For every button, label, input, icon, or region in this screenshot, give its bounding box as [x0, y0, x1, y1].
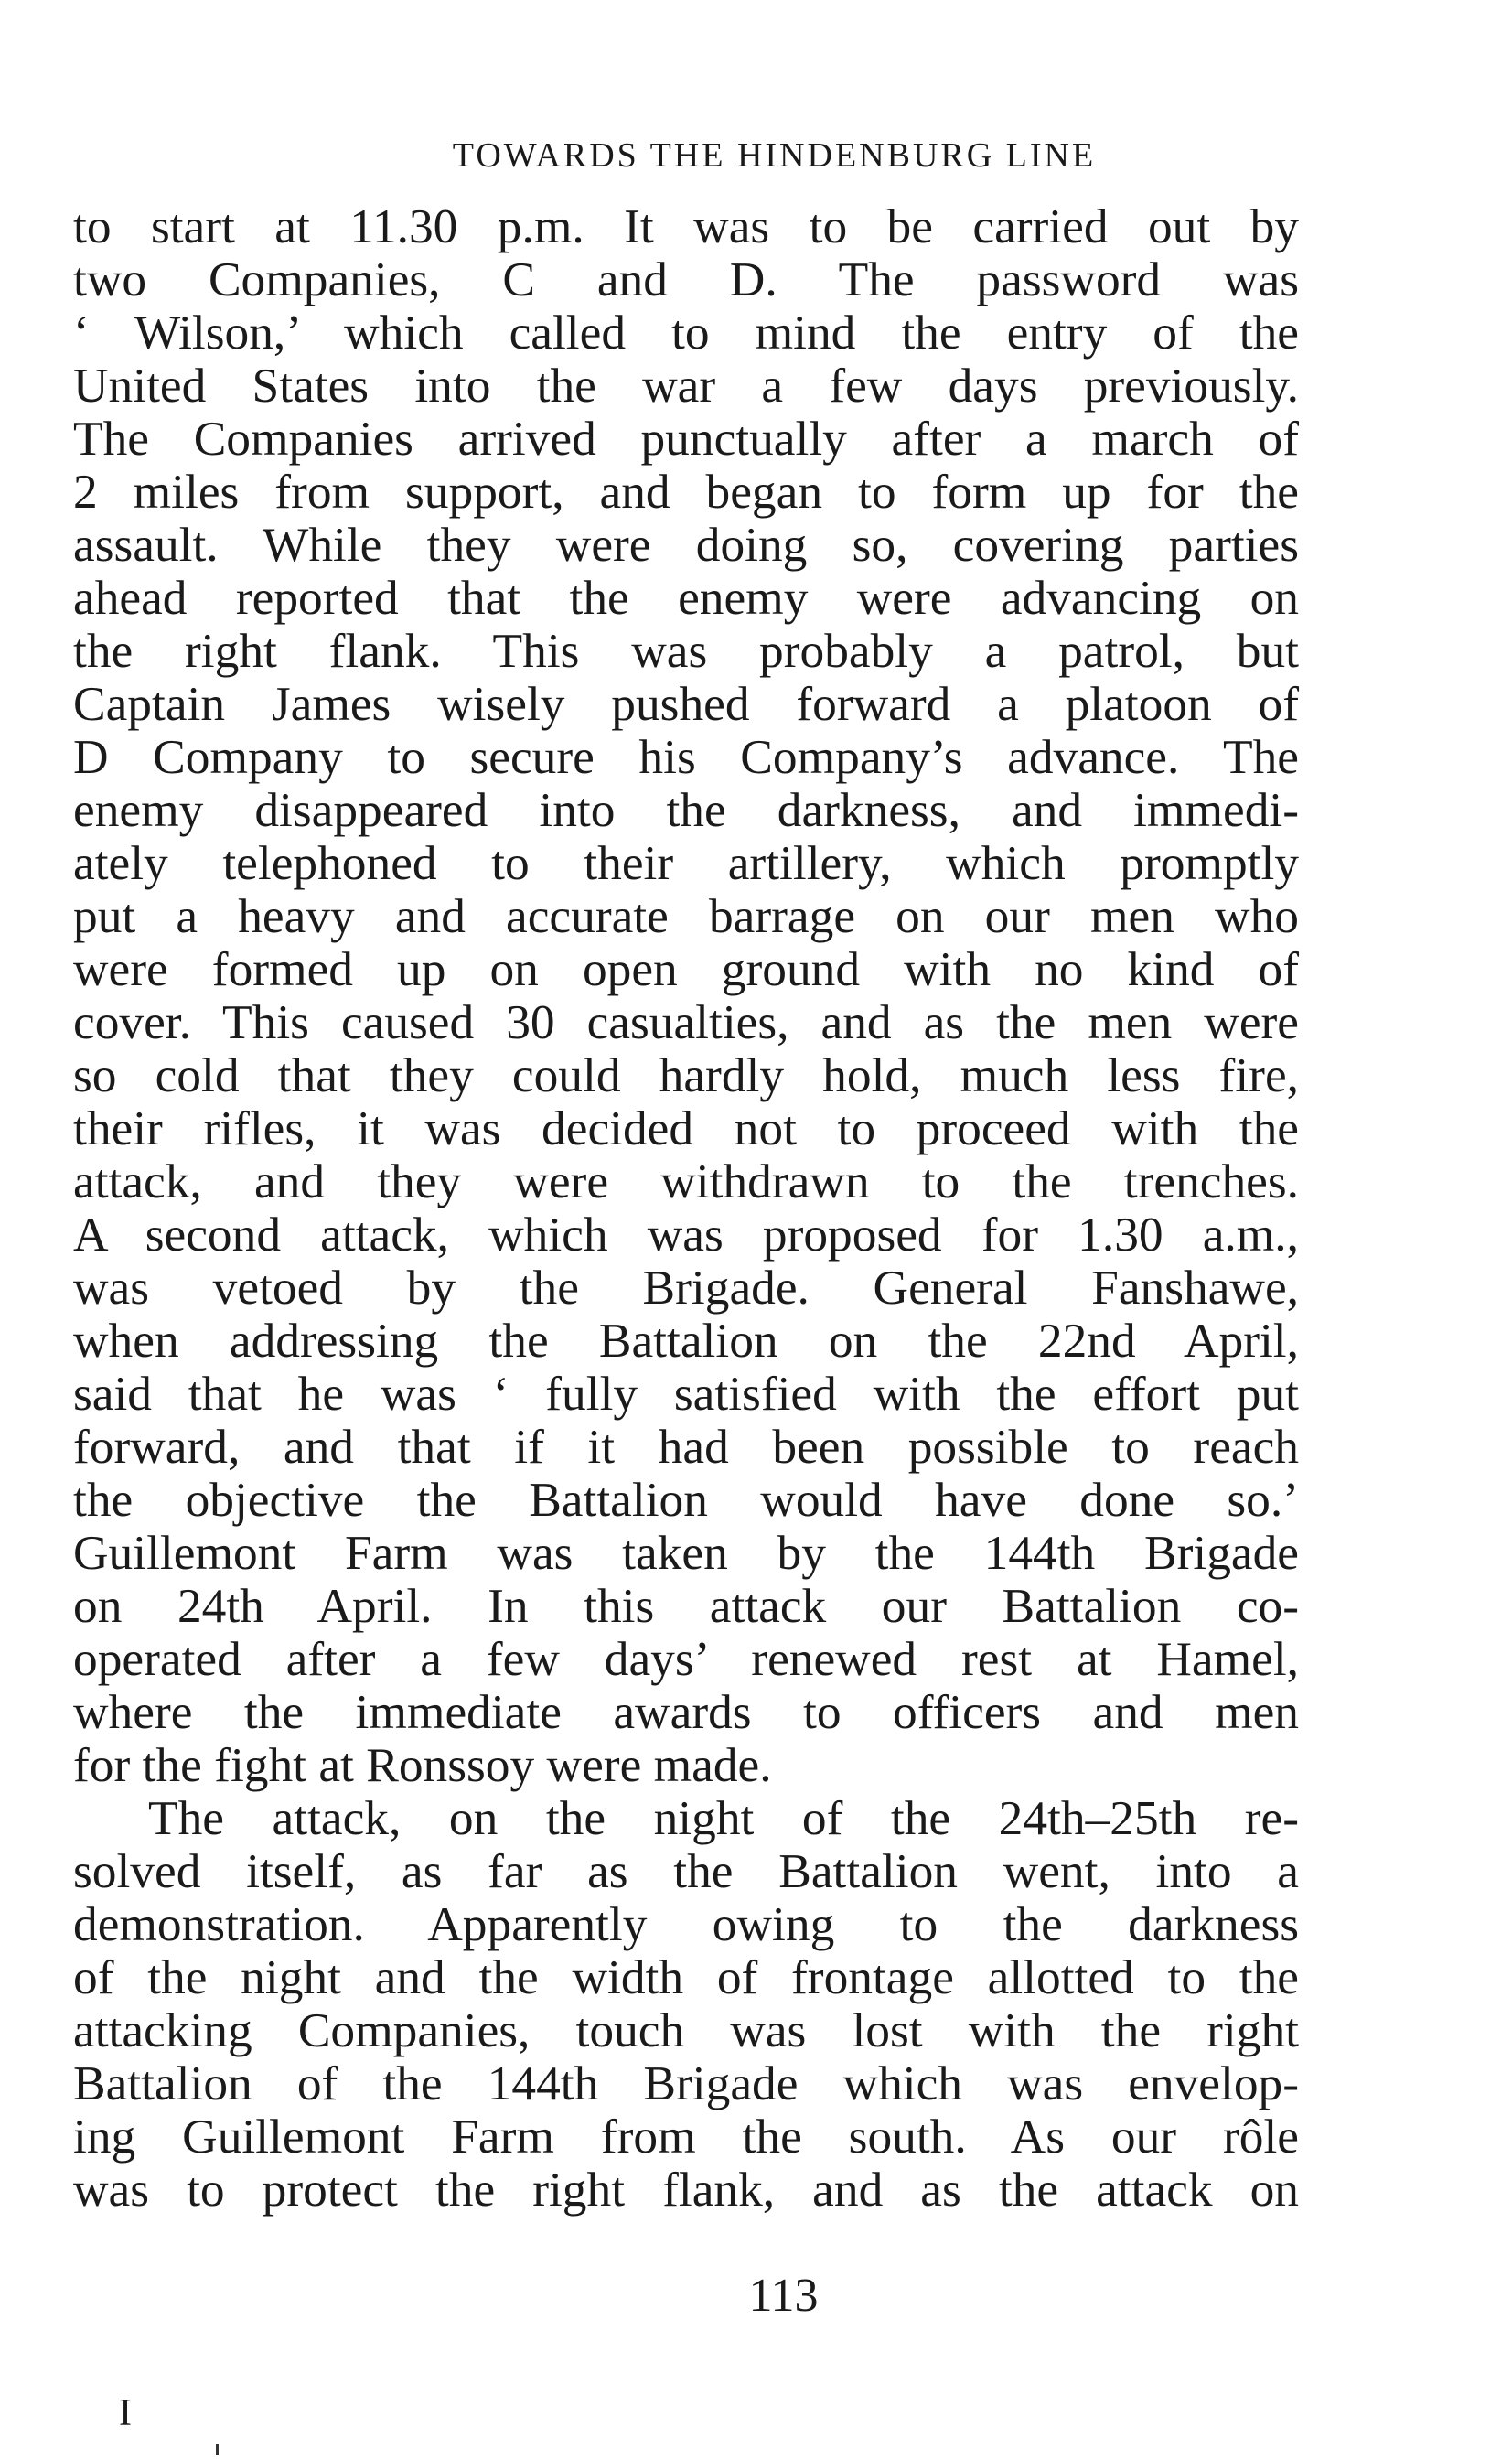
text-line: The attack, on the night of the 24th–25th re-: [148, 1790, 1299, 1845]
text-line: put a heavy and accurate barrage on our men who: [73, 888, 1299, 943]
text-line: where the immediate awards to officers and men: [73, 1684, 1299, 1739]
text-line: 2 miles from support, and began to form up for the: [73, 464, 1299, 519]
text-line: their rifles, it was decided not to proceed with the: [73, 1101, 1299, 1155]
text-line: ‘ Wilson,’ which called to mind the entry of the: [73, 305, 1299, 360]
ink-speck: [216, 2444, 219, 2455]
text-line: attacking Companies, touch was lost with the right: [73, 2003, 1299, 2057]
text-line: so cold that they could hardly hold, much less fire,: [73, 1047, 1299, 1102]
text-line: of the night and the width of frontage allotted to the: [73, 1949, 1299, 2004]
text-line: assault. While they were doing so, covering parties: [73, 517, 1299, 572]
text-line: the objective the Battalion would have done so.’: [73, 1472, 1299, 1527]
text-line: was to protect the right flank, and as the attack on: [73, 2162, 1299, 2217]
paragraph: [73, 1791, 1299, 2216]
text-line: for the fight at Ronssoy were made.: [73, 1737, 772, 1792]
text-line: said that he was ‘ fully satisfied with the effort put: [73, 1366, 1299, 1421]
paragraph: [73, 199, 1299, 1791]
text-line: was vetoed by the Brigade. General Fanshawe,: [73, 1260, 1299, 1315]
text-line: demonstration. Apparently owing to the darkness: [73, 1896, 1299, 1951]
text-line: forward, and that if it had been possible to reach: [73, 1419, 1299, 1474]
text-line: cover. This caused 30 casualties, and as the men were: [73, 994, 1299, 1049]
text-line: to start at 11.30 p.m. It was to be carried out by: [73, 199, 1299, 253]
text-line: attack, and they were withdrawn to the trenches.: [73, 1154, 1299, 1208]
text-line: two Companies, C and D. The password was: [73, 252, 1299, 306]
text-line: on 24th April. In this attack our Battalion co-: [73, 1578, 1299, 1633]
running-head: TOWARDS THE HINDENBURG LINE: [452, 136, 1097, 175]
text-line: operated after a few days’ renewed rest at Hamel,: [73, 1631, 1299, 1686]
text-line: United States into the war a few days previously.: [73, 358, 1299, 413]
text-line: Guillemont Farm was taken by the 144th Brigade: [73, 1525, 1299, 1580]
text-line: enemy disappeared into the darkness, and immedi-: [73, 782, 1299, 837]
text-line: D Company to secure his Company’s advance. The: [73, 729, 1299, 784]
text-line: Battalion of the 144th Brigade which was envelop-: [73, 2056, 1299, 2110]
signature-mark: I: [119, 2392, 132, 2434]
text-line: when addressing the Battalion on the 22nd April,: [73, 1313, 1299, 1368]
text-line: were formed up on open ground with no kind of: [73, 941, 1299, 996]
body-text: [73, 199, 1299, 2216]
text-line: The Companies arrived punctually after a march of: [73, 411, 1299, 466]
text-line: solved itself, as far as the Battalion went, into a: [73, 1843, 1299, 1898]
text-line: the right flank. This was probably a patrol, but: [73, 623, 1299, 678]
text-line: A second attack, which was proposed for 1.30 a.m.,: [73, 1207, 1299, 1262]
text-line: Captain James wisely pushed forward a platoon of: [73, 676, 1299, 731]
text-line: ing Guillemont Farm from the south. As our rôle: [73, 2109, 1299, 2164]
text-line: ately telephoned to their artillery, which promptly: [73, 835, 1299, 890]
text-line: ahead reported that the enemy were advancing on: [73, 570, 1299, 625]
page-number: 113: [748, 2270, 819, 2322]
